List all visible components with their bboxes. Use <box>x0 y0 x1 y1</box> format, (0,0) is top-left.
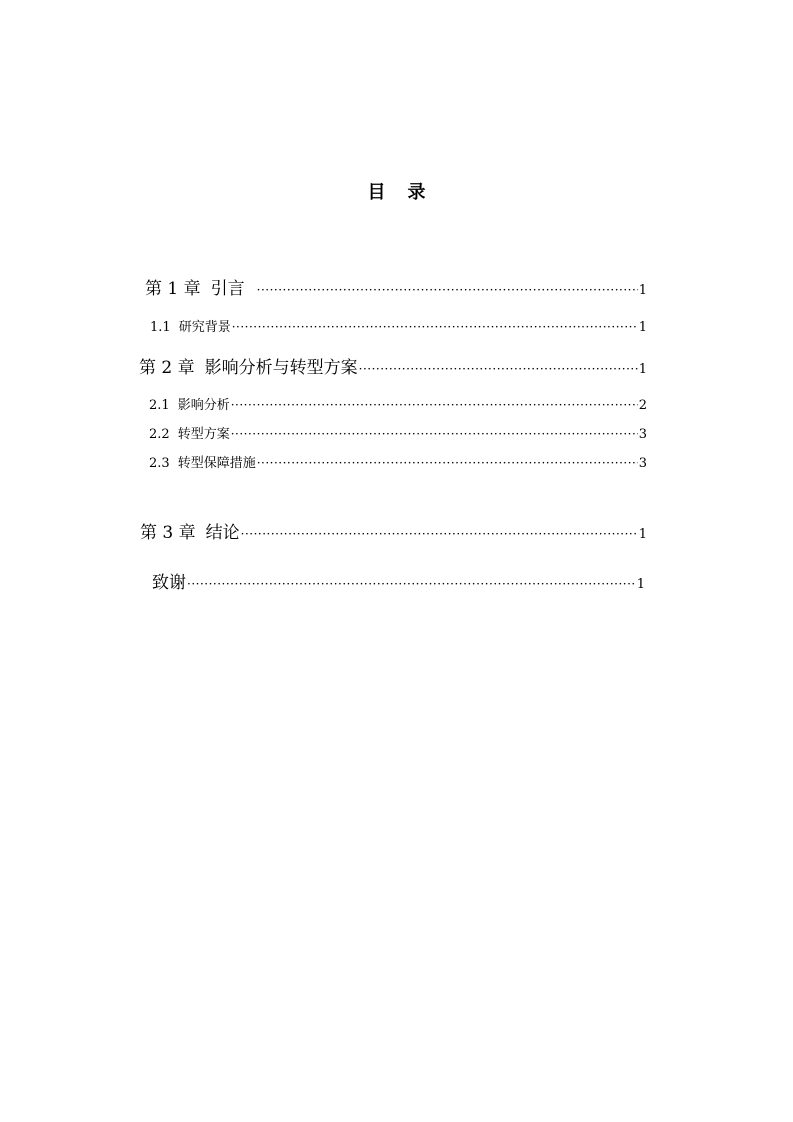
page-number: 1 <box>638 320 647 335</box>
chapter-number: 第 3 章 <box>140 523 196 543</box>
toc-entry-acknowledgements[interactable] <box>152 568 645 593</box>
chapter-title: 引言 <box>210 279 245 299</box>
chapter-number: 第 1 章 <box>145 279 201 299</box>
section-number: 2.1 <box>149 398 170 413</box>
section-number: 1.1 <box>150 320 171 335</box>
section-title: 转型保障措施 <box>177 456 256 471</box>
chapter-title: 影响分析与转型方案 <box>204 358 358 378</box>
dot-leader <box>231 428 638 440</box>
page-number: 1 <box>636 577 645 592</box>
dot-leader <box>187 578 636 590</box>
toc-entry-chapter-2[interactable] <box>139 353 647 378</box>
dot-leader <box>232 321 638 333</box>
toc-entry-section-2-1[interactable] <box>149 394 647 413</box>
dot-leader <box>359 363 638 375</box>
section-number: 2.3 <box>149 456 170 471</box>
acknowledgements-title: 致谢 <box>152 573 186 593</box>
toc-entry-section-2-3[interactable] <box>149 452 647 471</box>
page-number: 1 <box>638 283 647 298</box>
section-title: 研究背景 <box>178 320 231 335</box>
toc-entry-section-2-2[interactable] <box>149 423 647 442</box>
dot-leader <box>241 528 638 540</box>
dot-leader <box>257 284 638 296</box>
page-number: 1 <box>638 527 647 542</box>
chapter-title: 结论 <box>205 523 240 543</box>
dot-leader <box>231 399 638 411</box>
toc-entry-chapter-1[interactable] <box>145 274 647 299</box>
section-number: 2.2 <box>149 427 170 442</box>
toc-entry-chapter-3[interactable] <box>140 518 647 543</box>
section-title: 转型方案 <box>177 427 230 442</box>
toc-title <box>0 178 793 204</box>
page-number: 3 <box>638 456 647 471</box>
toc-title-char-2: 录 <box>407 182 426 203</box>
section-title: 影响分析 <box>177 398 230 413</box>
page-number: 1 <box>638 362 647 377</box>
toc-entry-section-1-1[interactable] <box>150 316 647 335</box>
dot-leader <box>257 457 638 469</box>
toc-title-char-1: 目 <box>367 182 386 203</box>
page-number: 3 <box>638 427 647 442</box>
page-number: 2 <box>638 398 647 413</box>
chapter-number: 第 2 章 <box>139 358 195 378</box>
